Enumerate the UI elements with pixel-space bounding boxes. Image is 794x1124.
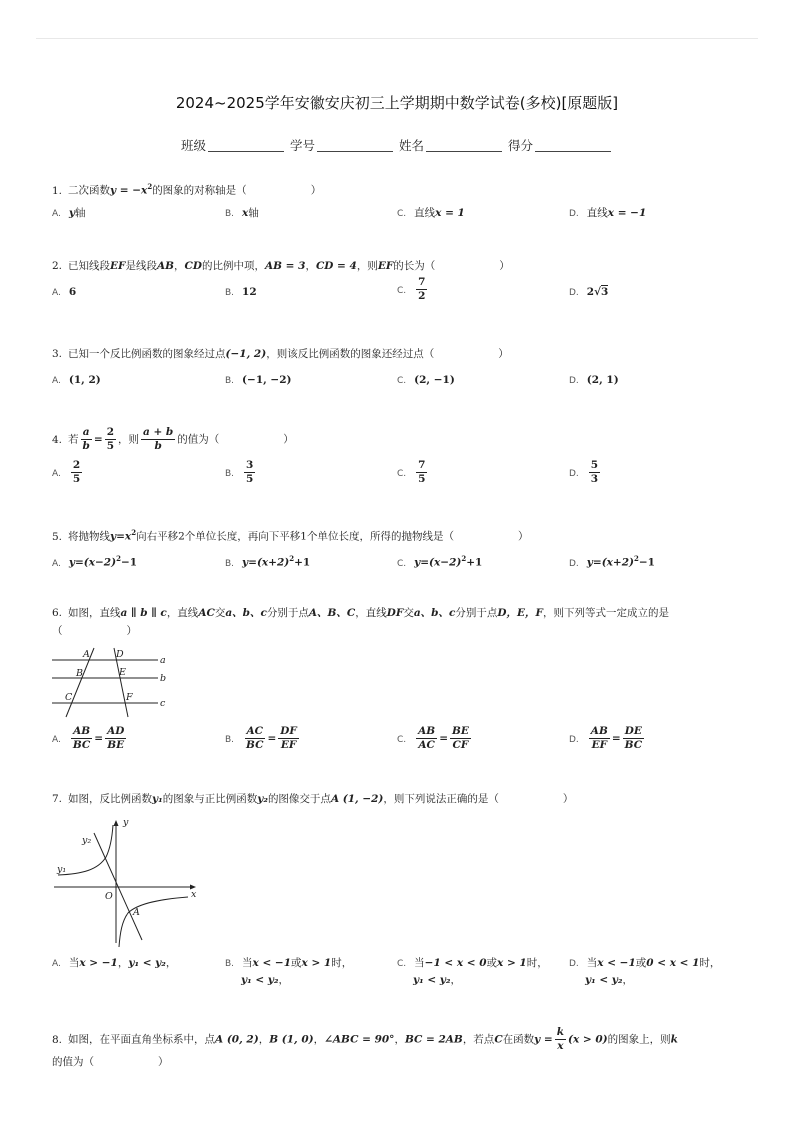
student-info-line [0, 136, 794, 154]
question-5-stem: 5. 将抛物线$y=x^2$向右平移2个单位长度，再向下平移1个单位长度，所得的抛物线是（ ） [52, 528, 529, 543]
label-a: a [160, 655, 166, 666]
q1-option-b[interactable]: B. x轴 [225, 207, 259, 219]
q2-option-b[interactable]: B. 12 [225, 286, 257, 298]
name-label: 姓名 [398, 138, 424, 153]
q6-option-b[interactable]: B. $\frac{AC}{BC}$ = $\frac{DF}{EF}$ [225, 725, 297, 751]
id-blank[interactable] [317, 151, 393, 152]
q4-option-d[interactable]: D. $\frac{5}{3}$ [569, 459, 599, 485]
question-2-stem: 2. 已知线段EF是线段AB，CD的比例中项，AB = 3，CD = 4，则EF的长为（ ） [52, 260, 510, 272]
label-c: c [160, 698, 166, 709]
hyperbola-branch-left [58, 825, 113, 875]
q1-option-d[interactable]: D. 直线x = −1 [569, 207, 647, 219]
class-blank[interactable] [208, 151, 284, 152]
q7-option-c[interactable]: C. 当−1 < x < 0或x > 1时， y₁ < y₂， [397, 957, 548, 986]
name-blank[interactable] [426, 151, 502, 152]
label-b: b [160, 673, 167, 684]
class-label: 班级 [180, 138, 206, 153]
q2-option-a[interactable]: A. 6 [52, 286, 77, 298]
q5-option-c[interactable]: C. $y=(x-2)^2+1$ [397, 554, 483, 569]
q2-option-d[interactable]: D. 2√3 [569, 286, 609, 298]
q5-option-a[interactable]: A. $y=(x-2)^2-1$ [52, 554, 138, 569]
question-7-stem: 7. 如图，反比例函数y₁的图象与正比例函数y₂的图像交于点A (1, −2)，则下列说法正确的是（ ） [52, 793, 574, 805]
q2-option-c[interactable]: C. $\frac{7}{2}$ [397, 276, 426, 302]
question-4-stem: 4. 若 $\frac{a}{b}$ = $\frac{2}{5}$ ，则 $\frac{a + b}{b}$ 的值为（ ） [52, 426, 294, 452]
y-axis-arrow [114, 820, 119, 826]
page-title: 2024~2025学年安徽安庆初三上学期期中数学试卷(多校)[原题版] [175, 94, 619, 112]
label-E: E [119, 667, 126, 678]
q7-option-a[interactable]: A. 当x > −1，y₁ < y₂， [52, 957, 177, 969]
top-divider [36, 38, 758, 39]
id-label: 学号 [289, 138, 315, 153]
q6-option-c[interactable]: C. $\frac{AB}{AC}$ = $\frac{BE}{CF}$ [397, 725, 469, 751]
score-blank[interactable] [535, 151, 611, 152]
q1-option-c[interactable]: C. 直线x = 1 [397, 207, 465, 219]
label-C: C [65, 692, 73, 703]
label-y2: y₂ [82, 835, 92, 846]
q3-option-b[interactable]: B. (−1, −2) [225, 374, 292, 386]
label-A: A [133, 907, 140, 918]
q4-option-c[interactable]: C. $\frac{7}{5}$ [397, 459, 426, 485]
inverse-function-graph [52, 815, 202, 947]
label-origin: O [105, 891, 113, 902]
score-label: 得分 [507, 138, 533, 153]
label-y: y [123, 817, 129, 828]
q1-option-a[interactable]: A. y轴 [52, 207, 86, 219]
label-F: F [126, 692, 133, 703]
label-y1: y₁ [57, 864, 67, 875]
q6-option-d[interactable]: D. $\frac{AB}{EF}$ = $\frac{DE}{BC}$ [569, 725, 643, 751]
hyperbola-branch-right [119, 897, 188, 947]
question-1-stem: 1. 二次函数$y = -x^2$的图象的对称轴是（ ） [52, 182, 322, 197]
question-6-stem: 6. 如图，直线a ∥ b ∥ c，直线AC交a、b、c分别于点A、B、C，直线DF交a、b、c分别于点D，E，F，则下列等式一定成立的是 （ ） [52, 607, 669, 637]
q4-option-b[interactable]: B. $\frac{3}{5}$ [225, 459, 254, 485]
label-D: D [116, 649, 124, 660]
q7-option-d[interactable]: D. 当x < −1或0 < x < 1时， y₁ < y₂， [569, 957, 721, 986]
q5-option-b[interactable]: B. $y=(x+2)^2+1$ [225, 554, 311, 569]
label-B: B [76, 668, 83, 679]
label-x: x [191, 889, 197, 900]
fraction: $\frac{7}{2}$ [418, 276, 426, 302]
q3-option-d[interactable]: D. (2, 1) [569, 374, 619, 386]
q3-option-c[interactable]: C. (2, −1) [397, 374, 455, 386]
question-3-stem: 3. 已知一个反比例函数的图象经过点(−1, 2)，则该反比例函数的图象还经过点（ ） [52, 348, 509, 360]
q5-option-d[interactable]: D. $y=(x+2)^2-1$ [569, 554, 655, 569]
q7-option-b[interactable]: B. 当x < −1或x > 1时， y₁ < y₂， [225, 957, 353, 986]
parallel-lines-figure [52, 645, 172, 720]
question-8-stem: 8. 如图，在平面直角坐标系中，点A (0, 2)，B (1, 0)，∠ABC = 90°，BC = 2AB，若点C在函数y = $\frac{k}{x}$ (x > 0)的图象上，则k 的值为（ ） [52, 1026, 678, 1068]
sqrt-sign: √ [594, 286, 602, 298]
label-A: A [83, 649, 90, 660]
q6-option-a[interactable]: A. $\frac{AB}{BC}$ = $\frac{AD}{BE}$ [52, 725, 125, 751]
q3-option-a[interactable]: A. (1, 2) [52, 374, 101, 386]
q4-option-a[interactable]: A. $\frac{2}{5}$ [52, 459, 81, 485]
